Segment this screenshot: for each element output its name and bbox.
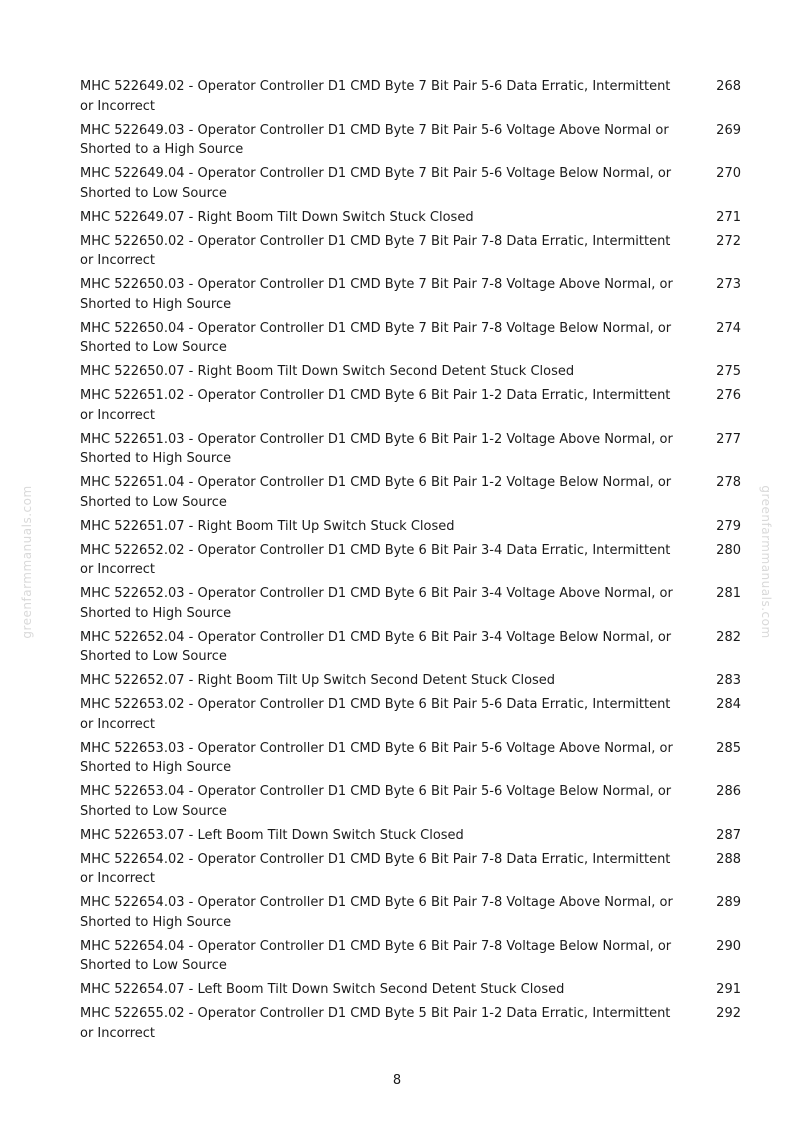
toc-entry-title: MHC 522654.03 - Operator Controller D1 CMD Byte 6 Bit Pair 7-8 Voltage Above Normal, or Shorted to High Source [80,895,673,930]
toc-entry-title: MHC 522651.04 - Operator Controller D1 CMD Byte 6 Bit Pair 1-2 Voltage Below Normal, or Shorted to Low Source [80,475,672,510]
toc-entry-page: 287 [716,827,741,843]
toc-entry[interactable] [80,77,744,116]
toc-entry-title: MHC 522649.07 - Right Boom Tilt Down Switch Stuck Closed [80,209,474,225]
toc-entry[interactable] [80,430,744,469]
toc-entry-page: 289 [716,895,741,910]
toc-entry-title: MHC 522652.07 - Right Boom Tilt Up Switch Second Detent Stuck Closed [80,673,556,688]
toc-entry[interactable] [80,739,744,778]
toc-entry[interactable] [80,232,744,271]
toc-entry-title: MHC 522654.04 - Operator Controller D1 CMD Byte 6 Bit Pair 7-8 Voltage Below Normal, or Shorted to Low Source [80,938,672,973]
toc-entry-title: MHC 522653.03 - Operator Controller D1 CMD Byte 6 Bit Pair 5-6 Voltage Above Normal, or Shorted to High Source [80,740,673,775]
toc-entry-page: 285 [716,740,741,756]
toc-entry-title: MHC 522651.02 - Operator Controller D1 CMD Byte 6 Bit Pair 1-2 Data Erratic, Intermittent or Incorrect [80,388,671,423]
toc-entry[interactable] [80,850,744,889]
toc-entry-title: MHC 522653.02 - Operator Controller D1 CMD Byte 6 Bit Pair 5-6 Data Erratic, Intermittent or Incorrect [80,697,671,732]
toc-entry-title: MHC 522650.04 - Operator Controller D1 CMD Byte 7 Bit Pair 7-8 Voltage Below Normal, or Shorted to Low Source [80,320,672,355]
toc-entry-title: MHC 522652.02 - Operator Controller D1 CMD Byte 6 Bit Pair 3-4 Data Erratic, Intermittent or Incorrect [80,542,671,577]
toc-entry-title: MHC 522649.03 - Operator Controller D1 CMD Byte 7 Bit Pair 5-6 Voltage Above Normal or Shorted to a High Source [80,122,669,157]
toc-entry-page: 290 [716,938,741,954]
toc-entry[interactable] [80,362,744,382]
toc-entry-title: MHC 522653.07 - Left Boom Tilt Down Switch Stuck Closed [80,827,464,843]
toc-entry-title: MHC 522649.02 - Operator Controller D1 CMD Byte 7 Bit Pair 5-6 Data Erratic, Intermittent or Incorrect [80,79,671,114]
toc-entry-title: MHC 522649.04 - Operator Controller D1 CMD Byte 7 Bit Pair 5-6 Voltage Below Normal, or Shorted to Low Source [80,166,672,201]
toc-entry-title: MHC 522652.04 - Operator Controller D1 CMD Byte 6 Bit Pair 3-4 Voltage Below Normal, or Shorted to Low Source [80,629,672,664]
toc-entry-title: MHC 522650.07 - Right Boom Tilt Down Switch Second Detent Stuck Closed [80,364,575,379]
toc-entry-page: 292 [716,1006,741,1021]
toc-entry-page: 280 [716,542,741,558]
toc-entry[interactable] [80,584,744,623]
toc-entry-title: MHC 522650.02 - Operator Controller D1 CMD Byte 7 Bit Pair 7-8 Data Erratic, Intermittent or Incorrect [80,233,671,268]
toc-entry-page: 269 [716,122,741,138]
watermark-right: greenfarmmanuals.com [759,485,773,639]
toc-entry[interactable] [80,695,744,734]
toc-entry-page: 279 [716,518,741,534]
toc-entry[interactable] [80,1004,744,1043]
toc-entry-title: MHC 522654.07 - Left Boom Tilt Down Switch Second Detent Stuck Closed [80,982,565,997]
toc-entry[interactable] [80,541,744,580]
toc-entry-page: 283 [716,673,741,688]
toc-entry[interactable] [80,275,744,314]
toc-entry-page: 273 [716,277,741,292]
toc-entry-page: 274 [716,320,741,336]
toc-entry[interactable] [80,164,744,203]
toc-entry-page: 272 [716,233,741,249]
table-of-contents [80,77,744,1048]
toc-entry[interactable] [80,893,744,932]
toc-entry-title: MHC 522650.03 - Operator Controller D1 CMD Byte 7 Bit Pair 7-8 Voltage Above Normal, or Shorted to High Source [80,277,673,312]
toc-entry[interactable] [80,980,744,1000]
toc-entry-title: MHC 522655.02 - Operator Controller D1 CMD Byte 5 Bit Pair 1-2 Data Erratic, Intermittent or Incorrect [80,1006,671,1041]
toc-entry[interactable] [80,208,744,228]
toc-entry-page: 270 [716,166,741,181]
toc-entry-page: 291 [716,982,741,997]
toc-entry[interactable] [80,782,744,821]
page-number: 8 [392,1073,402,1088]
toc-entry[interactable] [80,937,744,976]
toc-entry[interactable] [80,473,744,512]
toc-entry-page: 282 [716,629,741,645]
toc-entry-page: 286 [716,784,741,799]
toc-entry[interactable] [80,517,744,537]
toc-entry-page: 275 [716,364,741,379]
toc-entry[interactable] [80,826,744,846]
toc-entry-page: 278 [716,475,741,490]
toc-entry-title: MHC 522651.07 - Right Boom Tilt Up Switch Stuck Closed [80,518,455,534]
toc-entry[interactable] [80,386,744,425]
toc-entry-page: 288 [716,851,741,867]
toc-entry[interactable] [80,671,744,691]
toc-entry-title: MHC 522653.04 - Operator Controller D1 CMD Byte 6 Bit Pair 5-6 Voltage Below Normal, or Shorted to Low Source [80,784,672,819]
toc-entry[interactable] [80,628,744,667]
toc-entry[interactable] [80,319,744,358]
toc-entry-title: MHC 522654.02 - Operator Controller D1 CMD Byte 6 Bit Pair 7-8 Data Erratic, Intermittent or Incorrect [80,851,671,886]
toc-entry-title: MHC 522652.03 - Operator Controller D1 CMD Byte 6 Bit Pair 3-4 Voltage Above Normal, or Shorted to High Source [80,586,673,621]
toc-entry-page: 281 [716,586,741,601]
toc-entry-page: 271 [716,209,741,225]
toc-entry-page: 284 [716,697,741,712]
watermark-left: greenfarmmanuals.com [20,485,34,639]
toc-entry-page: 276 [716,388,741,403]
toc-entry-page: 268 [716,79,741,94]
toc-entry[interactable] [80,121,744,160]
toc-entry-title: MHC 522651.03 - Operator Controller D1 CMD Byte 6 Bit Pair 1-2 Voltage Above Normal, or Shorted to High Source [80,431,673,466]
toc-entry-page: 277 [716,431,741,447]
